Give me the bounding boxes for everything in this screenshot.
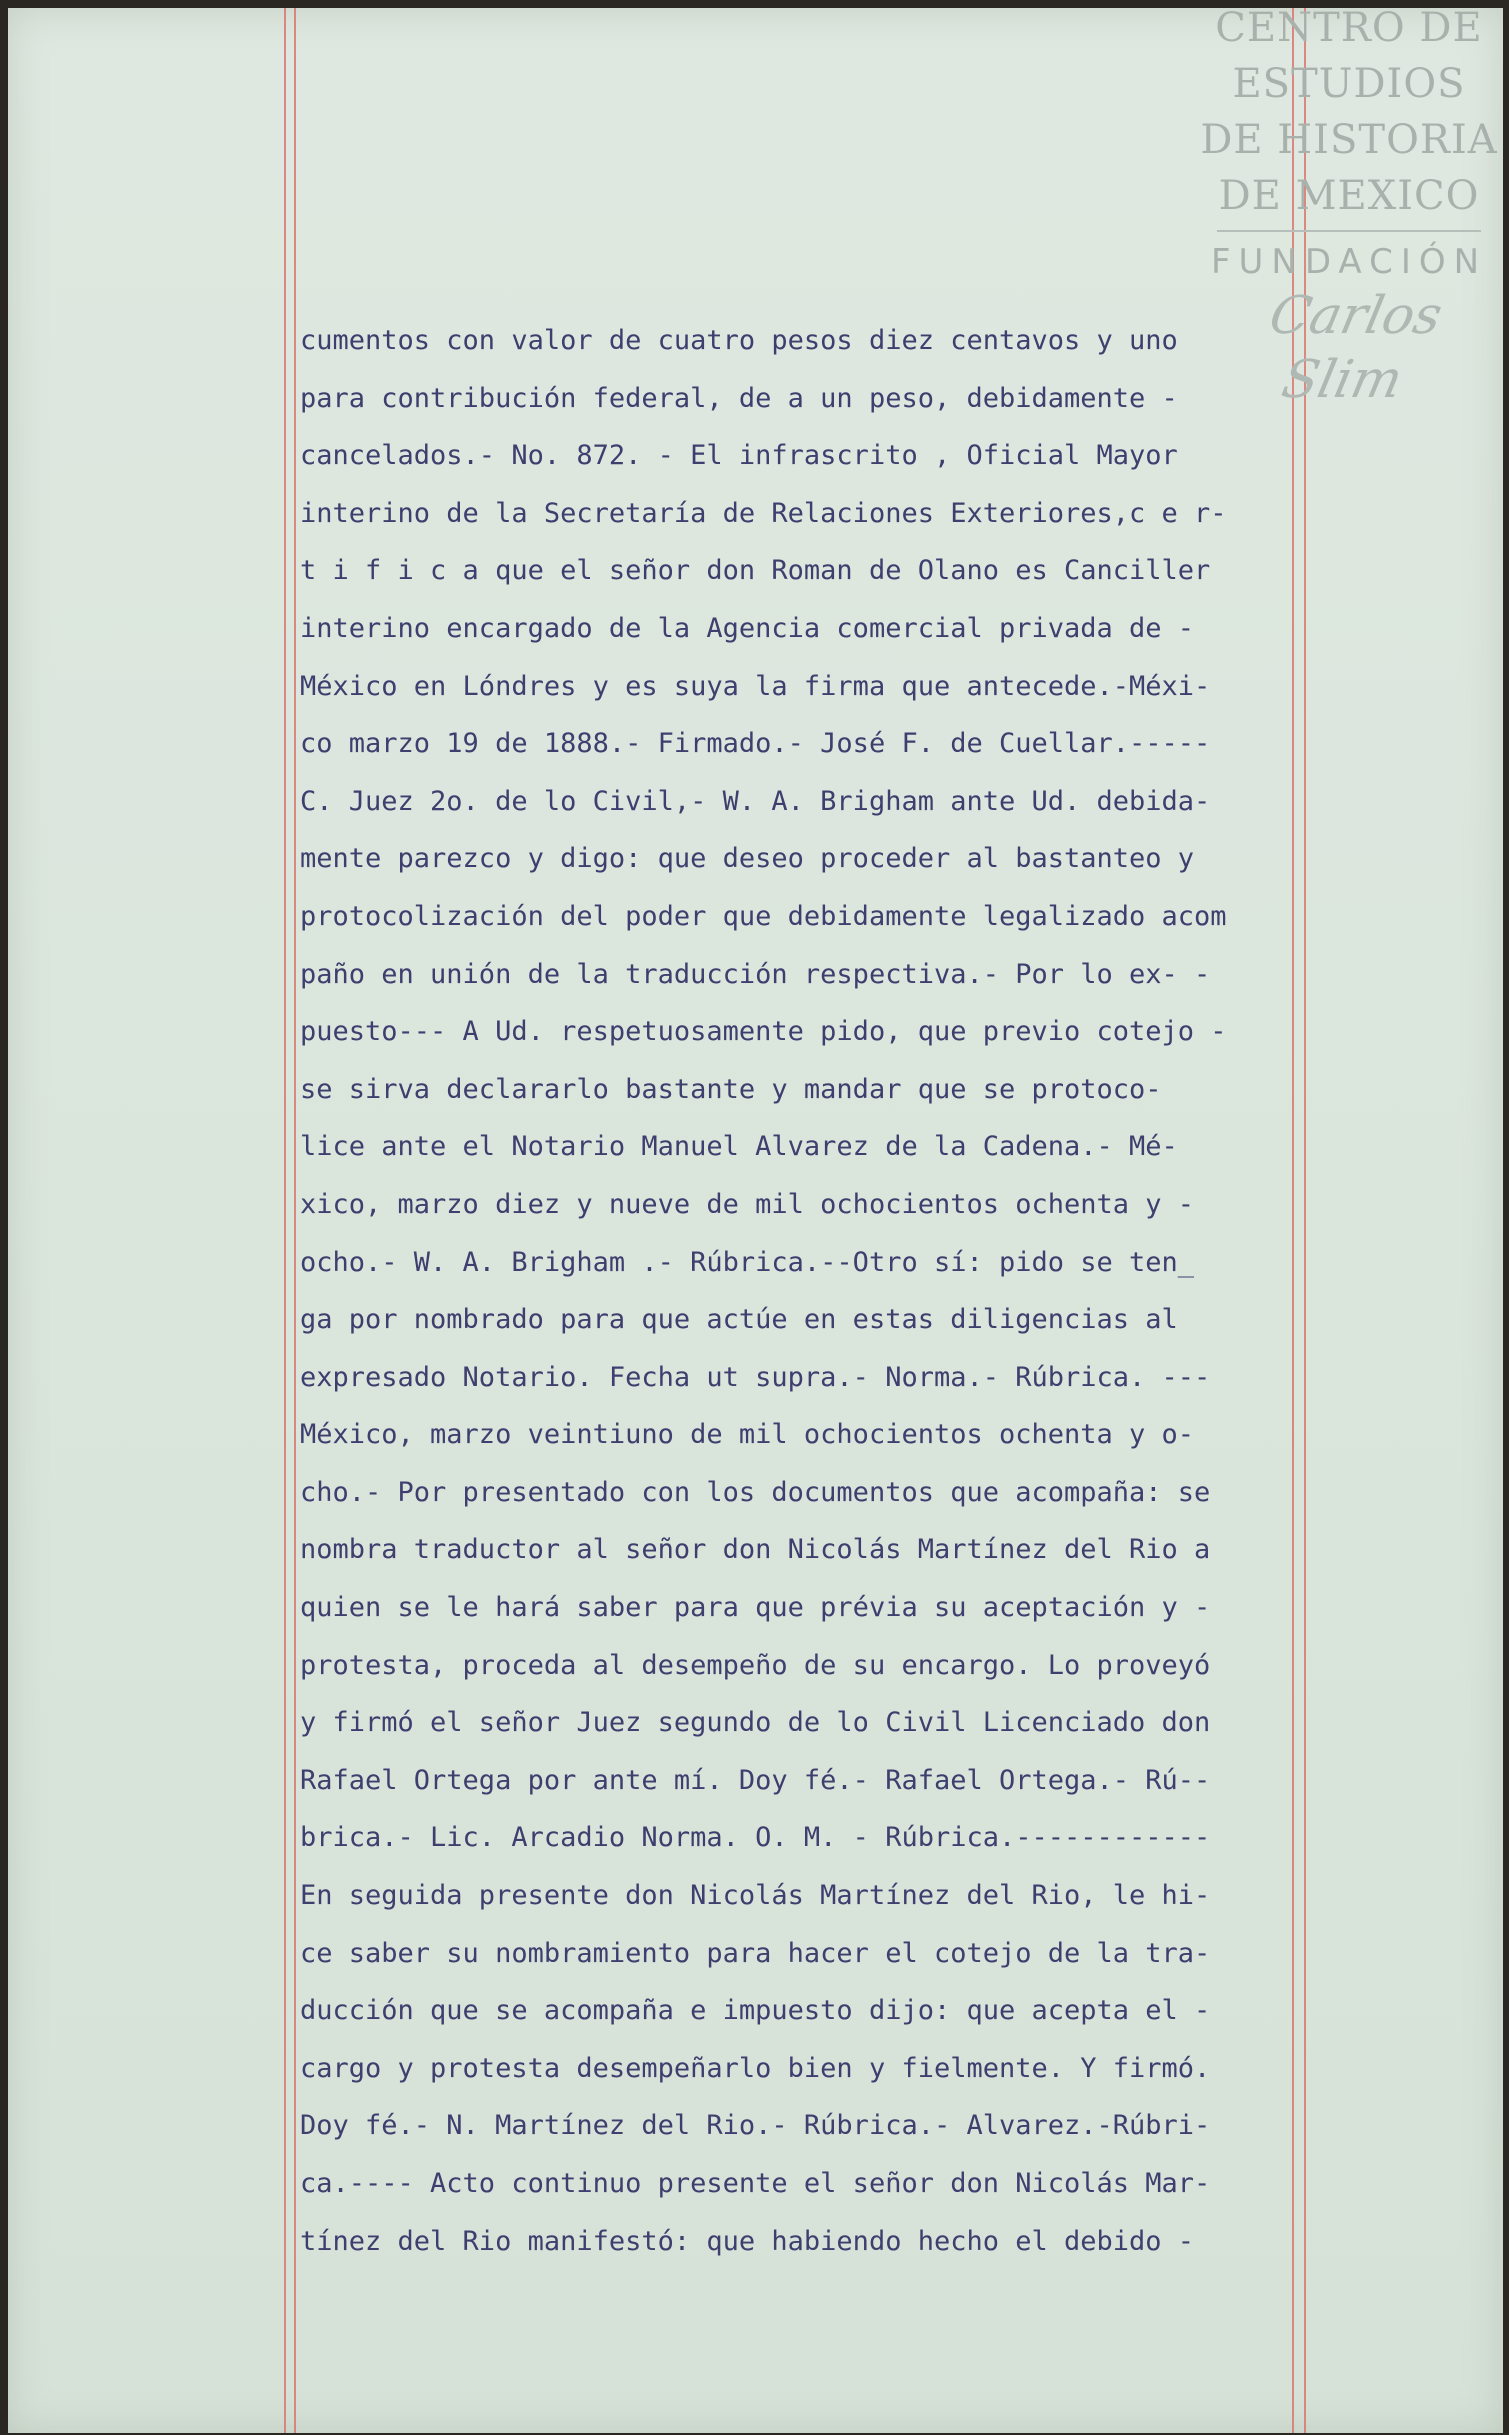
watermark-divider (1217, 230, 1481, 232)
text-line: En seguida presente don Nicolás Martínez del Rio, le hi- (300, 1880, 1211, 1912)
watermark-line: CENTRO DE (1215, 5, 1483, 51)
text-line: Rafael Ortega por ante mí. Doy fé.- Rafael Ortega.- Rú-- (300, 1764, 1211, 1796)
text-line: lice ante el Notario Manuel Alvarez de la Cadena.- Mé- (300, 1131, 1178, 1163)
text-line: ca.---- Acto continuo presente el señor don Nicolás Mar- (300, 2168, 1211, 2199)
text-line: quien se le hará saber para que prévia su aceptación y - (300, 1592, 1211, 1624)
text-line: y firmó el señor Juez segundo de lo Civil Licenciado don (300, 1707, 1211, 1739)
left-margin-line-inner (294, 8, 296, 2433)
typed-text-body (300, 312, 1300, 2270)
text-line: brica.- Lic. Arcadio Norma. O. M. - Rúbrica.------------ (300, 1822, 1211, 1854)
text-line: ga por nombrado para que actúe en estas diligencias al (300, 1304, 1178, 1336)
text-line: cancelados.- No. 872. - El infrascrito , Oficial Mayor (300, 440, 1178, 472)
text-line: mente parezco y digo: que deseo proceder al bastanteo y (300, 843, 1195, 875)
text-line: puesto--- A Ud. respetuosamente pido, que previo cotejo - (300, 1016, 1227, 1048)
watermark-signature: Carlos Slim (1264, 286, 1448, 410)
text-line: protesta, proceda al desempeño de su encargo. Lo proveyó (300, 1649, 1211, 1681)
text-line: cho.- Por presentado con los documentos que acompaña: se (300, 1476, 1211, 1508)
text-line: nombra traductor al señor don Nicolás Martínez del Rio a (300, 1534, 1211, 1566)
text-line: paño en unión de la traducción respectiva.- Por lo ex- - (300, 958, 1211, 990)
text-line: interino de la Secretaría de Relaciones Exteriores,c e r- (300, 497, 1227, 529)
text-line: Doy fé.- N. Martínez del Rio.- Rúbrica.- Alvarez.-Rúbri- (300, 2110, 1211, 2142)
text-line: se sirva declararlo bastante y mandar que se protoco- (300, 1073, 1162, 1105)
watermark-foundation: FUNDACIÓN (1210, 242, 1488, 282)
text-line: xico, marzo diez y nueve de mil ochocientos ochenta y - (300, 1188, 1195, 1220)
left-margin-line-outer (284, 8, 286, 2433)
text-line: cumentos con valor de cuatro pesos diez centavos y uno (300, 325, 1178, 356)
text-line: tínez del Rio manifestó: que habiendo hecho el debido - (300, 2225, 1195, 2257)
watermark-line: ESTUDIOS (1232, 61, 1466, 107)
text-line: protocolización del poder que debidamente legalizado acom (300, 900, 1227, 932)
text-line: interino encargado de la Agencia comercial privada de - (300, 612, 1195, 644)
watermark-line: DE MEXICO (1218, 173, 1480, 219)
text-line: co marzo 19 de 1888.- Firmado.- José F. de Cuellar.----- (300, 728, 1211, 760)
text-line: t i f i c a que el señor don Roman de Olano es Canciller (300, 555, 1211, 587)
text-line: C. Juez 2o. de lo Civil,- W. A. Brigham ante Ud. debida- (300, 785, 1211, 817)
watermark-line: DE HISTORIA (1200, 117, 1498, 163)
text-line: ce saber su nombramiento para hacer el cotejo de la tra- (300, 1937, 1211, 1969)
text-line: expresado Notario. Fecha ut supra.- Norma.- Rúbrica. --- (300, 1361, 1211, 1393)
text-line: México, marzo veintiuno de mil ochocientos ochenta y o- (300, 1419, 1195, 1451)
text-line: ducción que se acompaña e impuesto dijo: que acepta el - (300, 1995, 1211, 2027)
text-line: cargo y protesta desempeñarlo bien y fielmente. Y firmó. (300, 2052, 1211, 2084)
text-line: México en Lóndres y es suya la firma que antecede.-Méxi- (300, 670, 1211, 702)
text-line: para contribución federal, de a un peso, debidamente - (300, 382, 1178, 414)
text-line: ocho.- W. A. Brigham .- Rúbrica.--Otro sí: pido se ten_ (300, 1246, 1195, 1278)
